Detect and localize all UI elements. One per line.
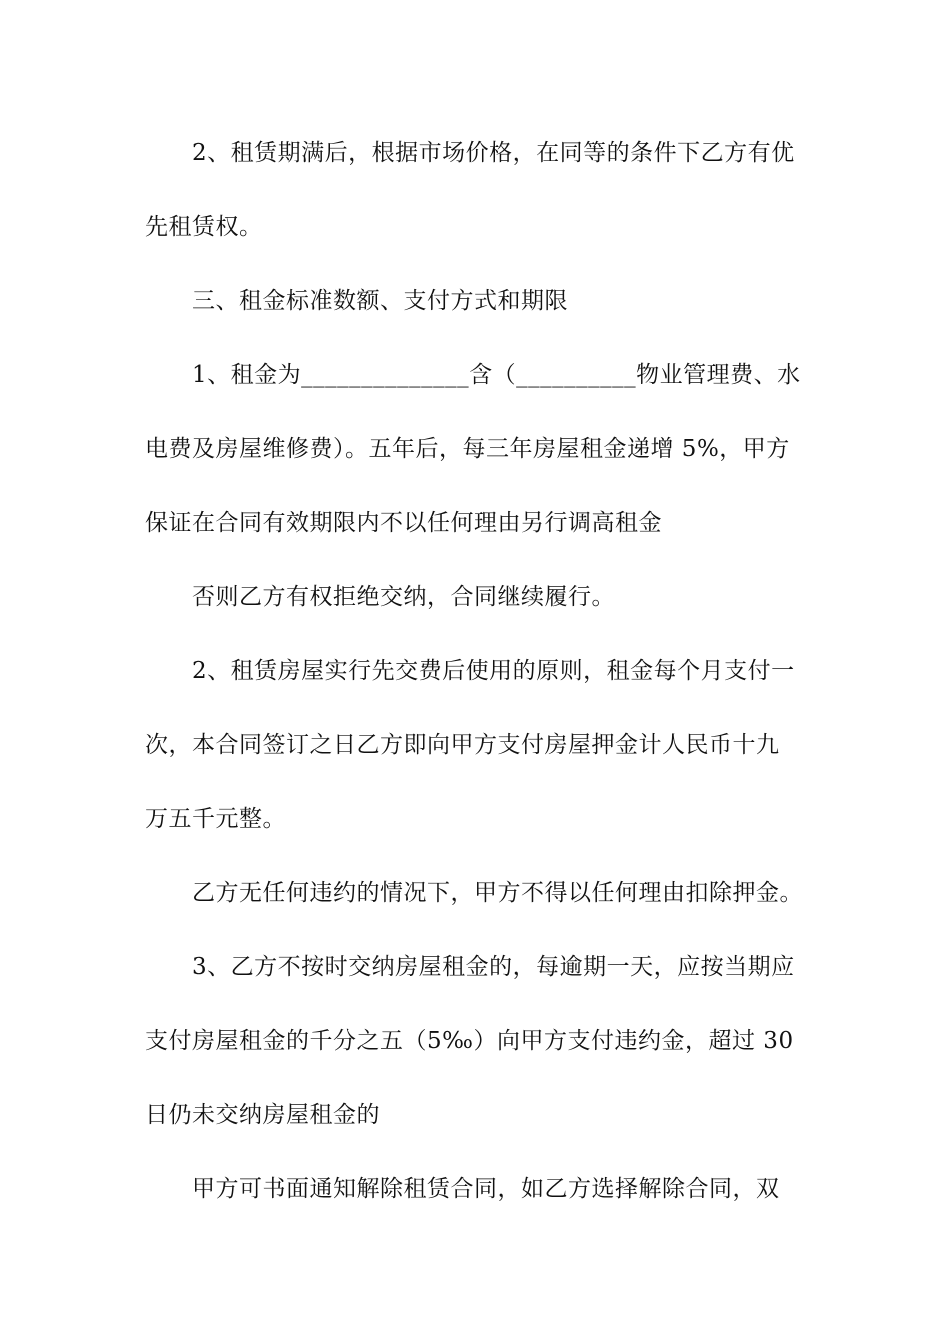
paragraph-line: 甲方可书面通知解除租赁合同，如乙方选择解除合同，双 xyxy=(192,1176,780,1202)
section-heading: 三、租金标准数额、支付方式和期限 xyxy=(192,288,568,314)
paragraph-line: 支付房屋租金的千分之五（5‰）向甲方支付违约金，超过 30 xyxy=(145,1028,794,1054)
paragraph-line: 3、乙方不按时交纳房屋租金的，每逾期一天，应按当期应 xyxy=(192,954,795,980)
paragraph-line: 先租赁权。 xyxy=(145,214,263,240)
paragraph-line: 1、租金为______________含（__________物业管理费、水 xyxy=(192,362,801,388)
paragraph-line: 日仍未交纳房屋租金的 xyxy=(145,1102,380,1128)
paragraph-line: 万五千元整。 xyxy=(145,806,286,832)
paragraph-line: 2、租赁房屋实行先交费后使用的原则，租金每个月支付一 xyxy=(192,658,795,684)
paragraph-line: 否则乙方有权拒绝交纳，合同继续履行。 xyxy=(192,584,615,610)
paragraph-line: 电费及房屋维修费）。五年后，每三年房屋租金递增 5%，甲方 xyxy=(145,436,790,462)
paragraph-line: 2、租赁期满后，根据市场价格，在同等的条件下乙方有优 xyxy=(192,140,795,166)
paragraph-line: 次，本合同签订之日乙方即向甲方支付房屋押金计人民币十九 xyxy=(145,732,780,758)
paragraph-line: 保证在合同有效期限内不以任何理由另行调高租金 xyxy=(145,510,662,536)
paragraph-line: 乙方无任何违约的情况下，甲方不得以任何理由扣除押金。 xyxy=(192,880,803,906)
